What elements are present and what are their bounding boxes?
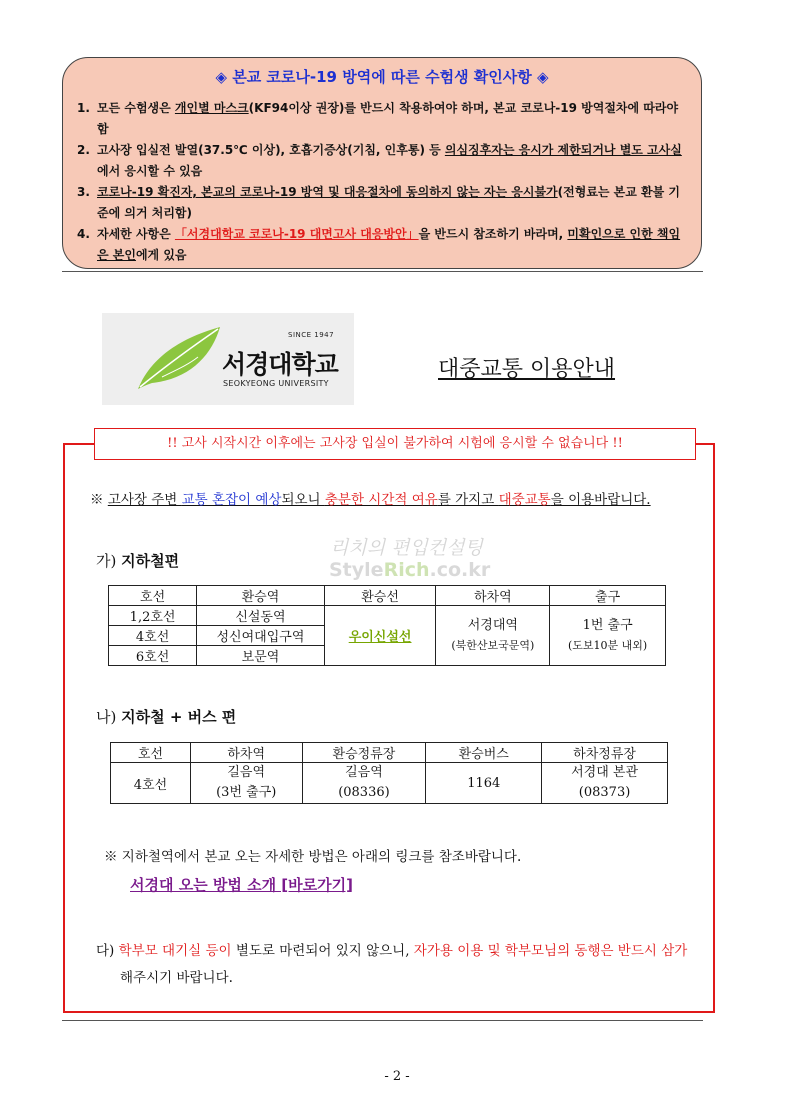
warning-banner: !! 고사 시작시간 이후에는 고사장 입실이 불가하여 시험에 응시할 수 없습니다 !!: [94, 428, 696, 460]
notice-item-3: 3. 코로나-19 확진자, 본교의 코로나-19 방역 및 대응절차에 동의하지 않는 자는 응시불가(전형료는 본교 환불 기준에 의거 처리함): [77, 185, 681, 220]
notice-title: ◈ 본교 코로나-19 방역에 따른 수험생 확인사항 ◈: [215, 68, 549, 86]
page-number: - 2 -: [384, 1069, 410, 1084]
notice-item-4: 4. 자세한 사항은 「서경대학교 코로나-19 대면고사 대응방안」을 반드시 참조하기 바라며, 미확인으로 인한 책임은 본인에게 있음: [77, 227, 681, 262]
section-subway-title: 가) 지하철편: [96, 552, 180, 570]
subway-table: [108, 585, 666, 666]
notice-item-2: 2. 고사장 입실전 발열(37.5℃ 이상), 호흡기증상(기침, 인후통) 등 의심징후자는 응시가 제한되거나 별도 고사실에서 응시할 수 있음: [77, 143, 682, 178]
transfer-line-label: 우이신설선: [348, 630, 412, 645]
table-row: 6호선 보문역: [109, 646, 666, 666]
reference-text: ※ 지하철역에서 본교 오는 자세한 방법은 아래의 링크를 참조바랍니다.: [104, 849, 522, 865]
university-name-en: SEOKYEONG UNIVERSITY: [223, 379, 329, 388]
notice-item-1: 1. 모든 수험생은 개인별 마스크(KF94이상 권장)를 반드시 착용하여야 하며, 본교 코로나-19 방역절차에 따라야 함: [77, 101, 679, 136]
since-label: SINCE 1947: [288, 331, 335, 339]
watermark-url: StyleRich.co.kr: [329, 559, 491, 581]
covid-notice-box: [62, 57, 702, 269]
university-name-ko: 서경대학교: [222, 350, 338, 379]
watermark-text: 리치의 편입컨설팅: [330, 537, 483, 559]
leaf-icon: [134, 325, 222, 391]
transport-guide-frame: [63, 443, 715, 1013]
table-header-row: 호선 환승역 환승선 하차역 출구: [109, 586, 666, 606]
table-header-row: 호선 하차역 환승정류장 환승버스 하차정류장: [111, 743, 668, 763]
divider-bottom: [62, 1020, 703, 1021]
congestion-notice: ※ 고사장 주변 교통 혼잡이 예상되오니 충분한 시간적 여유를 가지고 대중교통을 이용바랍니다.: [90, 492, 651, 508]
notice-list: [77, 98, 691, 266]
university-logo: [102, 313, 354, 405]
table-row: 4호선 길음역 (3번 출구) 길음역 (08336) 1164 서경대 본관 (08373): [111, 763, 668, 804]
directions-link[interactable]: 서경대 오는 방법 소개 [바로가기]: [130, 876, 353, 894]
table-row: 1,2호선 신설동역 우이신설선 서경대역 (북한산보국문역) 1번 출구 (도보10분 내외): [109, 606, 666, 626]
page-title: 대중교통 이용안내: [438, 357, 616, 382]
divider-top: [62, 271, 703, 272]
section-parents-notice: 다) 학부모 대기실 등이 별도로 마련되어 있지 않으니, 자가용 이용 및 학부모님의 동행은 반드시 삼가 해주시기 바랍니다.: [96, 943, 688, 986]
bus-table: [110, 742, 668, 804]
table-row: 4호선 성신여대입구역: [109, 626, 666, 646]
section-bus-title: 나) 지하철 + 버스 편: [96, 708, 237, 726]
